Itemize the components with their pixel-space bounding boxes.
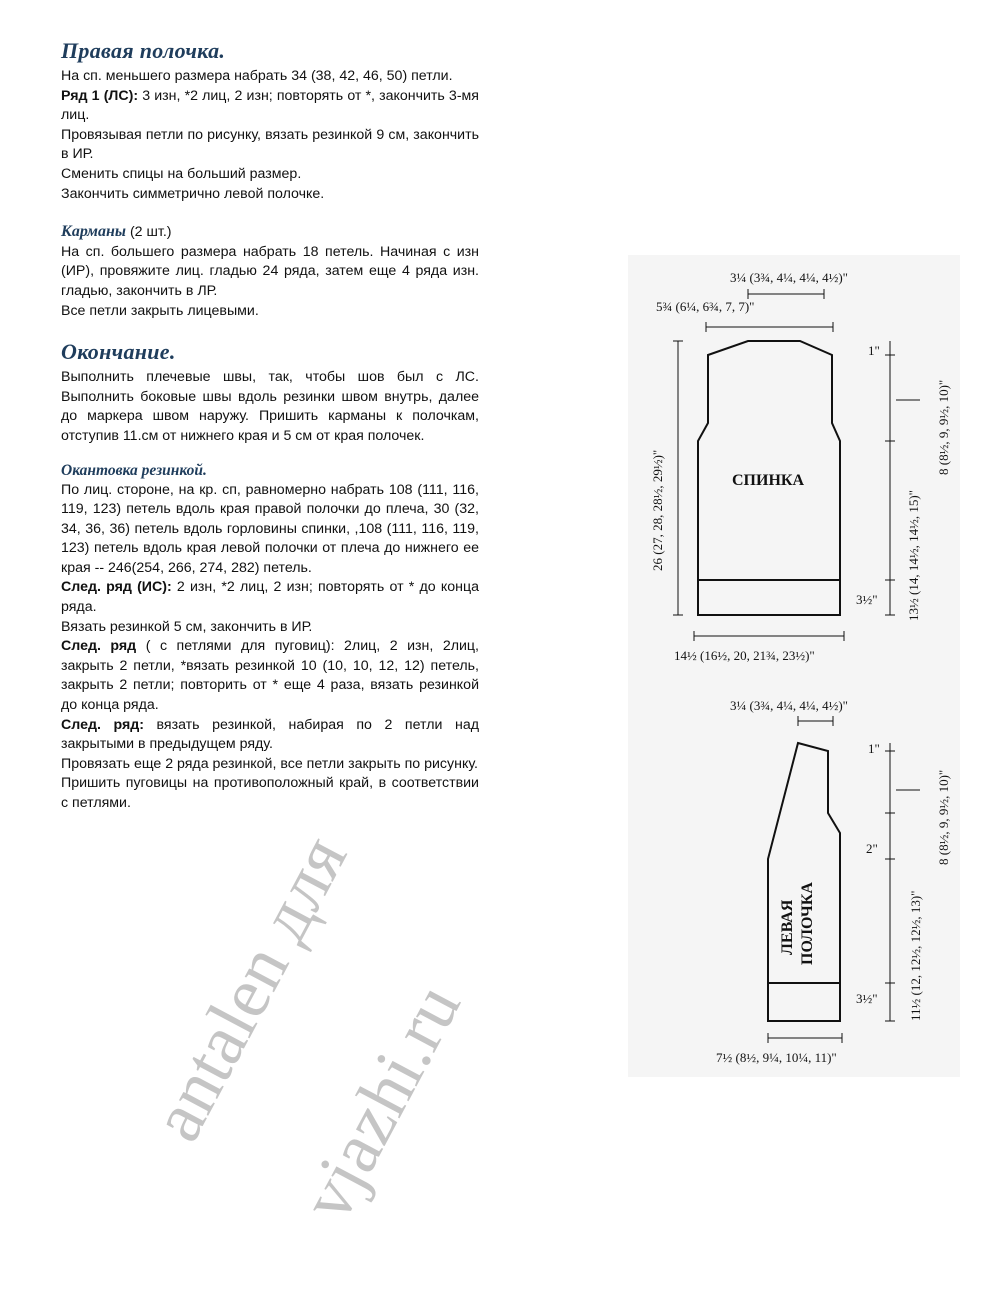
front-mid-dim: 2" — [866, 841, 878, 856]
text-line: На сп. меньшего размера набрать 34 (38, 42, 46, 50) петли. — [61, 68, 453, 84]
row-text: 2 изн, *2 лиц, 2 изн; повторять от * до конца ряда. — [61, 579, 479, 616]
pockets-title: Карманы — [61, 223, 126, 241]
text-line — [61, 716, 479, 755]
text-line: Вязать резинкой 5 см, закончить в ИР. — [61, 618, 313, 635]
text-line: Все петли закрыть лицевыми. — [61, 302, 259, 319]
front-rib-dim: 3½" — [856, 991, 878, 1006]
watermark-line2: vjazhi.ru — [285, 971, 476, 1234]
section-title-pockets — [61, 222, 479, 243]
text-line: Провязать еще 2 ряда резинкой, все петли закрыть по рисунку. — [61, 755, 478, 772]
back-top-shoulder-dim: 3¼ (3¾, 4¼, 4¼, 4½)" — [730, 270, 848, 285]
schematic-svg — [628, 255, 960, 1077]
section-title-ribbing: Окантовка резинкой. — [61, 461, 207, 479]
row-label: След. ряд — [61, 638, 137, 655]
row-label: След. ряд: — [61, 716, 144, 733]
text-line: Сменить спицы на больший размер. — [61, 165, 302, 182]
text-line: На сп. большего размера набрать 18 петель. Начиная с изн (ИР), провяжите лиц. гладью 24 ряда, затем еще 4 ряда изн. гладью, закончить в ЛР. — [61, 243, 479, 299]
back-armhole-dim: 8 (8½, 9, 9½, 10)" — [936, 379, 951, 475]
back-top-drop-dim: 1" — [868, 343, 880, 358]
front-top-shoulder-dim: 3¼ (3¾, 4¼, 4¼, 4½)" — [730, 698, 848, 713]
row-label: След. ряд (ИС): — [61, 579, 172, 596]
front-width-dim: 7½ (8½, 9¼, 10¼, 11)" — [716, 1050, 837, 1065]
text-line — [61, 87, 479, 126]
section-title-finishing: Окончание. — [61, 339, 176, 365]
schematic-diagram — [628, 255, 960, 1077]
pockets-count: (2 шт.) — [129, 224, 172, 241]
text-line: Пришить пуговицы на противоположный край, в соответствии с петлями. — [61, 775, 479, 811]
front-piece-label-line1: ЛЕВАЯ — [779, 899, 796, 955]
instructions-column — [61, 38, 479, 814]
row-label: Ряд 1 (ЛС): — [61, 87, 139, 104]
back-piece-label: СПИНКА — [732, 472, 805, 489]
back-rib-dim: 3½" — [856, 592, 878, 607]
front-top-drop-dim: 1" — [868, 741, 880, 756]
back-length-dim: 26 (27, 28, 28½, 29½)" — [650, 449, 665, 571]
front-outline — [768, 743, 840, 1021]
text-line: Закончить симметрично левой полочке. — [61, 185, 325, 202]
row-text: 3 изн, *2 лиц, 2 изн; повторять от *, закончить 3-мя лиц. — [61, 87, 479, 124]
text-line: По лиц. стороне, на кр. сп, равномерно набрать 108 (111, 116, 119, 123) петель вдоль края правой полочки до плеча, 30 (32, 34, 36, 36) петель вдоль горловины спинки, ,108 (111, 116, 119, 123) петель вдоль края левой полочки от плеча до нижнего ее края -- 246(254, 266, 274, 282) петель. — [61, 481, 479, 576]
row-text: ( с петлями для пуговиц): 2лиц, 2 изн, 2лиц, закрыть 2 петли, *вязать резинкой 10 (10, 10, 12, 12) петель, закрыть 2 петли; повторить от * еще 4 раза, вязать резинкой до конца ряда. — [61, 638, 479, 714]
text-line: Выполнить плечевые швы, так, чтобы шов был с ЛС. Выполнить боковые швы вдоль резинки швом внутрь, далее до маркера швом наружу. Пришить карманы к полочкам, отступив 11.см от нижнего края и 5 см от края полочек. — [61, 369, 479, 444]
text-line — [61, 578, 479, 617]
front-piece-label-line2: ПОЛОЧКА — [799, 882, 816, 965]
text-line — [61, 637, 479, 715]
text-line: Провязывая петли по рисунку, вязать резинкой 9 см, закончить в ИР. — [61, 126, 479, 163]
back-width-dim: 14½ (16½, 20, 21¾, 23½)" — [674, 648, 815, 663]
front-armhole-dim: 8 (8½, 9, 9½, 10)" — [936, 769, 951, 865]
section-title-right-front: Правая полочка. — [61, 38, 226, 63]
back-neck-dim: 5¾ (6¼, 6¾, 7, 7)" — [656, 299, 755, 314]
watermark-line1: antalen для — [135, 822, 363, 1154]
back-side-dim: 13½ (14, 14½, 14½, 15)" — [906, 490, 921, 621]
row-text: вязать резинкой, набирая по 2 петли над закрытыми в предыдущем ряду. — [61, 716, 479, 753]
front-side-dim: 11½ (12, 12½, 12½, 13)" — [908, 890, 923, 1021]
